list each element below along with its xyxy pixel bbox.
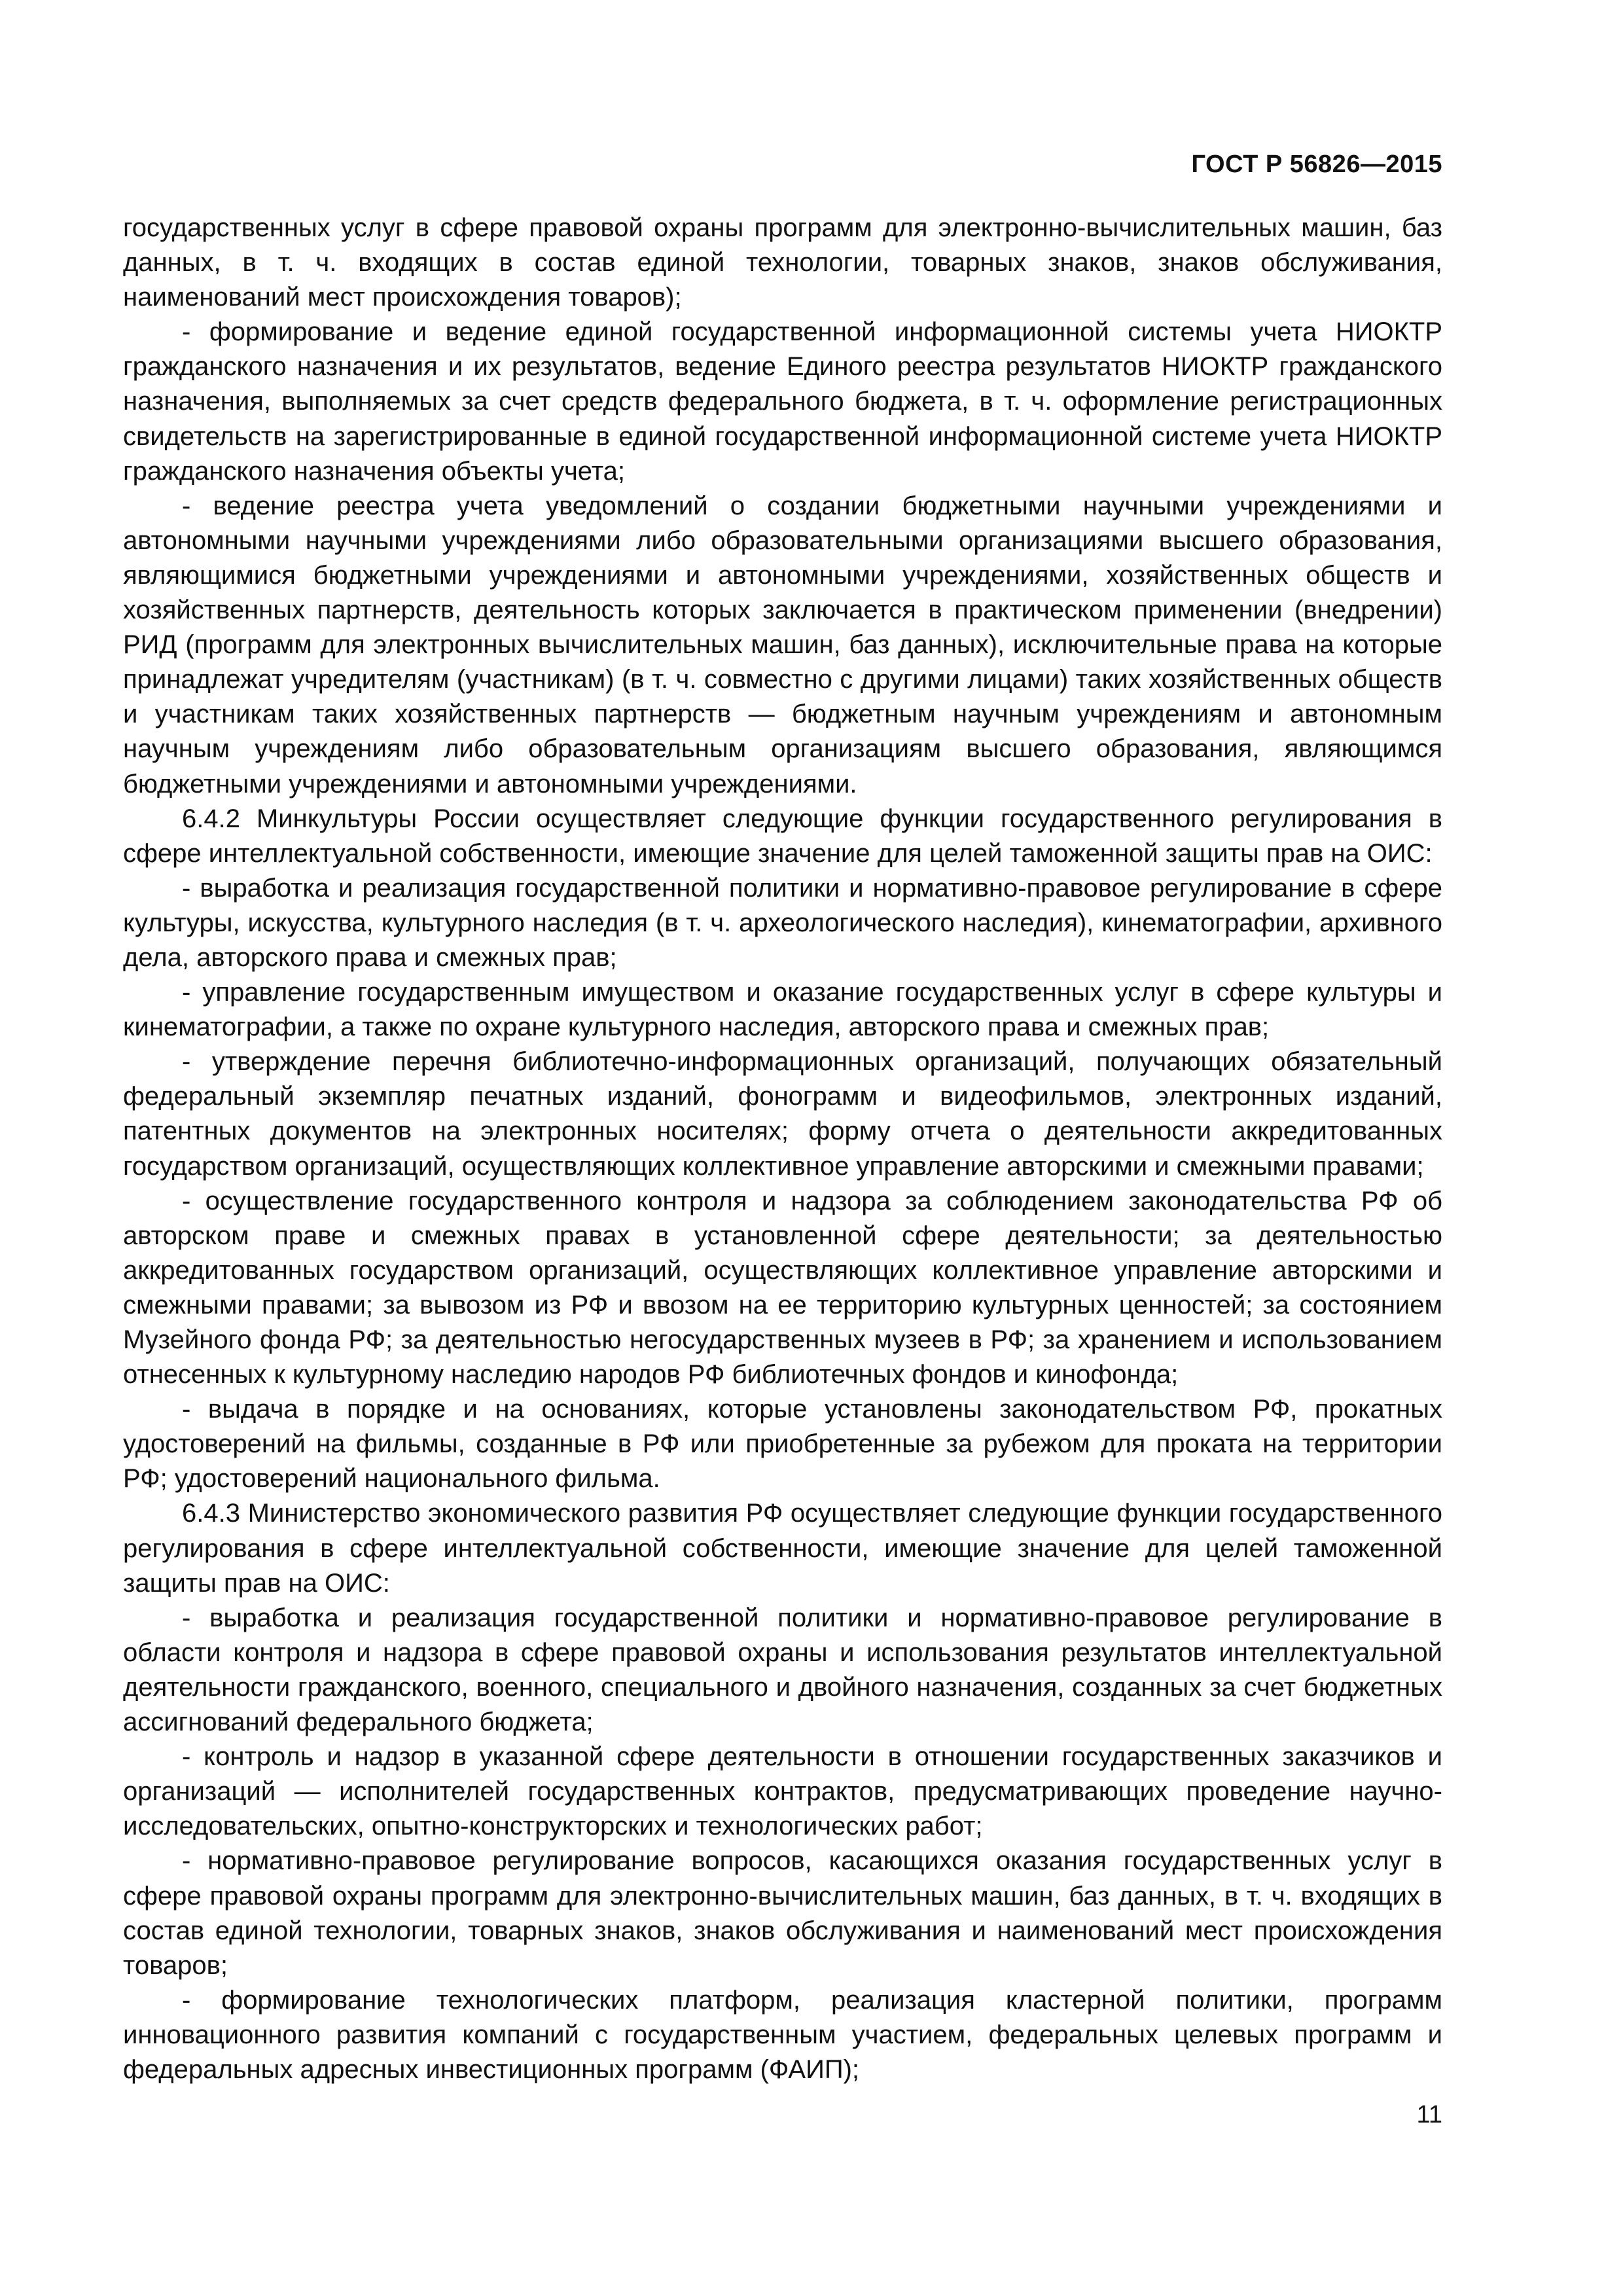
paragraph: - выдача в порядке и на основаниях, которые установлены законодательством РФ, прокатных удостоверений на фильмы, созданные в РФ или приобретенные за рубежом для проката на территории РФ; удостоверений национального фильма. xyxy=(123,1395,1442,1494)
section-paragraph-6-4-2: 6.4.2 Минкультуры России осуществляет следующие функции государственного регулирования в сфере интеллектуальной собственности, имеющие значение для целей таможенной защиты прав на ОИС: xyxy=(123,804,1442,868)
paragraph: - выработка и реализация государственной политики и нормативно-правовое регулирование в области контроля и надзора в сфере правовой охраны и использования результатов интеллектуальной деятельности гражданского, военного, специального и двойного назначения, созданных за счет бюджетных ассигнований федерального бюджета; xyxy=(123,1603,1442,1737)
paragraph: - выработка и реализация государственной политики и нормативно-правовое регулирование в сфере культуры, искусства, культурного наследия (в т. ч. археологического наследия), кинематографии, архивного дела, авторского права и смежных прав; xyxy=(123,873,1442,972)
paragraph: - управление государственным имуществом и оказание государственных услуг в сфере культуры и кинематографии, а также по охране культурного наследия, авторского права и смежных прав; xyxy=(123,978,1442,1042)
page-number: 11 xyxy=(1416,2101,1442,2128)
section-paragraph-6-4-3: 6.4.3 Министерство экономического развития РФ осуществляет следующие функции государственного регулирования в сфере интеллектуальной собственности, имеющие значение для целей таможенной защиты прав на ОИС: xyxy=(123,1499,1442,1598)
paragraph: - формирование технологических платформ, реализация кластерной политики, программ инновационного развития компаний с государственным участием, федеральных целевых программ и федеральных адресных инвестиционных программ (ФАИП); xyxy=(123,1985,1442,2084)
standard-id-header: ГОСТ Р 56826—2015 xyxy=(1191,151,1442,178)
paragraph: - ведение реестра учета уведомлений о создании бюджетными научными учреждениями и автономными научными учреждениями либо образовательными организациями высшего образования, являющимися бюджетными учреждениями и автономными учреждениями, хозяйственных обществ и хозяйственных партнерств, деятельность которых заключается в практическом применении (внедрении) РИД (программ для электронных вычислительных машин, баз данных), исключительные права на которые принадлежат учредителям (участникам) (в т. ч. совместно с другими лицами) таких хозяйственных обществ и участникам таких хозяйственных партнерств — бюджетным научным учреждениям и автономным научным учреждениям либо образовательным организациям высшего образования, являющимся бюджетными учреждениями и автономными учреждениями. xyxy=(123,491,1442,798)
body-text xyxy=(123,211,1442,2087)
paragraph: - утверждение перечня библиотечно-информационных организаций, получающих обязательный федеральный экземпляр печатных изданий, фонограмм и видеофильмов, электронных изданий, патентных документов на электронных носителях; форму отчета о деятельности аккредитованных государством организаций, осуществляющих коллективное управление авторскими и смежными правами; xyxy=(123,1047,1442,1181)
paragraph: - осуществление государственного контроля и надзора за соблюдением законодательства РФ об авторском праве и смежных правах в установленной сфере деятельности; за деятельностью аккредитованных государством организаций, осуществляющих коллективное управление авторскими и смежными правами; за вывозом из РФ и ввозом на ее территорию культурных ценностей; за состоянием Музейного фонда РФ; за деятельностью негосударственных музеев в РФ; за хранением и использованием отнесенных к культурному наследию народов РФ библиотечных фондов и кинофонда; xyxy=(123,1186,1442,1390)
paragraph: - контроль и надзор в указанной сфере деятельности в отношении государственных заказчиков и организаций — исполнителей государственных контрактов, предусматривающих проведение научно-исследовательских, опытно-конструкторских и технологических работ; xyxy=(123,1742,1442,1841)
paragraph: - нормативно-правовое регулирование вопросов, касающихся оказания государственных услуг в сфере правовой охраны программ для электронно-вычислительных машин, баз данных, в т. ч. входящих в состав единой технологии, товарных знаков, знаков обслуживания и наименований мест происхождения товаров; xyxy=(123,1846,1442,1980)
paragraph: государственных услуг в сфере правовой охраны программ для электронно-вычислительных машин, баз данных, в т. ч. входящих в состав единой технологии, товарных знаков, знаков обслуживания, наименований мест происхождения товаров); xyxy=(123,213,1442,312)
paragraph: - формирование и ведение единой государственной информационной системы учета НИОКТР гражданского назначения и их результатов, ведение Единого реестра результатов НИОКТР гражданского назначения, выполняемых за счет средств федерального бюджета, в т. ч. оформление регистрационных свидетельств на зарегистрированные в единой государственной информационной системе учета НИОКТР гражданского назначения объекты учета; xyxy=(123,317,1442,486)
